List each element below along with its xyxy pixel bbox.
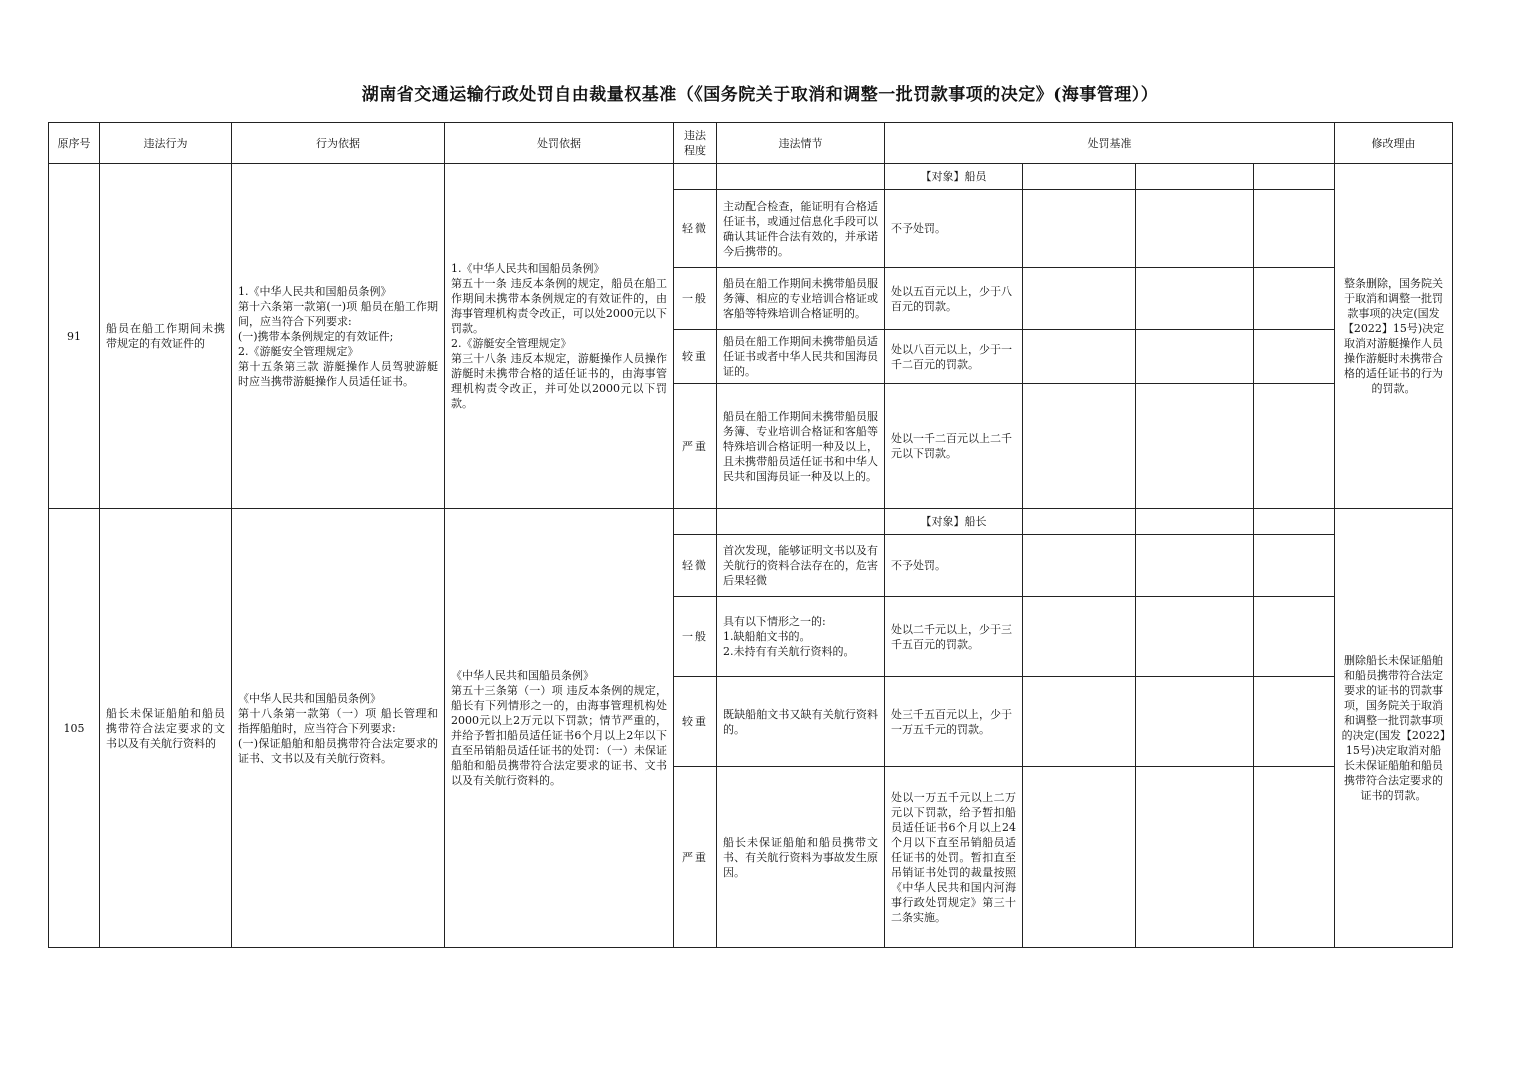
empty-cell xyxy=(1254,597,1335,677)
header-basis: 行为依据 xyxy=(232,123,445,164)
circumstance-cell: 船员在船工作期间未携带船员服务簿、专业培训合格证和客船等特殊培训合格证明一种及以上，且未携带船员适任证书和中华人民共和国海员证一种及以上的。 xyxy=(717,384,885,509)
header-row xyxy=(49,123,1453,164)
empty-cell xyxy=(1136,384,1254,509)
standard-cell: 处以一千二百元以上二千元以下罚款。 xyxy=(885,384,1023,509)
table-row xyxy=(49,164,1453,190)
standard-cell: 处三千五百元以上，少于一万五千元的罚款。 xyxy=(885,677,1023,767)
empty-cell xyxy=(1023,330,1136,384)
act-cell: 船长未保证船舶和船员携带符合法定要求的文书以及有关航行资料的 xyxy=(100,509,232,948)
seq-cell: 91 xyxy=(49,164,100,509)
header-reason: 修改理由 xyxy=(1335,123,1453,164)
empty-cell xyxy=(1023,384,1136,509)
circumstance-cell: 主动配合检查，能证明有合格适任证书，或通过信息化手段可以确认其证件合法有效的，并承诺今后携带的。 xyxy=(717,190,885,268)
degree-cell: 一般 xyxy=(674,268,717,330)
standard-cell: 不予处罚。 xyxy=(885,535,1023,597)
degree-cell: 轻微 xyxy=(674,190,717,268)
degree-cell: 严重 xyxy=(674,384,717,509)
degree-empty-cell xyxy=(674,164,717,190)
degree-cell: 一般 xyxy=(674,597,717,677)
header-act: 违法行为 xyxy=(100,123,232,164)
empty-cell xyxy=(1023,535,1136,597)
circumstance-empty-cell xyxy=(717,509,885,535)
empty-cell xyxy=(1254,190,1335,268)
penalty-basis-cell: 1.《中华人民共和国船员条例》 第五十一条 违反本条例的规定，船员在船工作期间未携带本条例规定的有效证件的，由海事管理机构责令改正，可以处2000元以下罚款。 2.《游艇安全管理规定》 第三十八条 违反本规定，游艇操作人员操作游艇时未携带合格的适任证书的，由海事管理机构责令改正，并可处以2000元以下罚款。 xyxy=(445,164,674,509)
empty-cell xyxy=(1023,509,1136,535)
empty-cell xyxy=(1136,268,1254,330)
empty-cell xyxy=(1023,190,1136,268)
standard-cell: 处以二千元以上，少于三千五百元的罚款。 xyxy=(885,597,1023,677)
empty-cell xyxy=(1136,677,1254,767)
standard-cell: 处以八百元以上，少于一千二百元的罚款。 xyxy=(885,330,1023,384)
degree-cell: 较重 xyxy=(674,330,717,384)
empty-cell xyxy=(1254,330,1335,384)
seq-cell: 105 xyxy=(49,509,100,948)
empty-cell xyxy=(1023,268,1136,330)
empty-cell xyxy=(1254,509,1335,535)
empty-cell xyxy=(1023,677,1136,767)
empty-cell xyxy=(1023,767,1136,948)
circumstance-empty-cell xyxy=(717,164,885,190)
reason-cell: 整条删除，国务院关于取消和调整一批罚款事项的决定(国发【2022】15号)决定取消对游艇操作人员操作游艇时未携带合格的适任证书的行为的罚款。 xyxy=(1335,164,1453,509)
header-seq: 原序号 xyxy=(49,123,100,164)
reason-cell: 删除船长未保证船舶和船员携带符合法定要求的证书的罚款事项，国务院关于取消和调整一批罚款事项的决定(国发【2022】15号)决定取消对船长未保证船舶和船员携带符合法定要求的证书的罚款。 xyxy=(1335,509,1453,948)
circumstance-cell: 首次发现，能够证明文书以及有关航行的资料合法存在的，危害后果轻微 xyxy=(717,535,885,597)
header-degree: 违法程度 xyxy=(674,123,717,164)
header-circumstance: 违法情节 xyxy=(717,123,885,164)
degree-cell: 严重 xyxy=(674,767,717,948)
empty-cell xyxy=(1023,597,1136,677)
degree-empty-cell xyxy=(674,509,717,535)
degree-cell: 轻微 xyxy=(674,535,717,597)
circumstance-cell: 具有以下情形之一的: 1.缺船舶文书的。 2.未持有有关航行资料的。 xyxy=(717,597,885,677)
empty-cell xyxy=(1136,190,1254,268)
circumstance-cell: 既缺船舶文书又缺有关航行资料的。 xyxy=(717,677,885,767)
empty-cell xyxy=(1023,164,1136,190)
empty-cell xyxy=(1254,164,1335,190)
empty-cell xyxy=(1136,767,1254,948)
degree-cell: 较重 xyxy=(674,677,717,767)
circumstance-cell: 船员在船工作期间未携带船员服务簿、相应的专业培训合格证或客船等特殊培训合格证明的。 xyxy=(717,268,885,330)
empty-cell xyxy=(1136,330,1254,384)
empty-cell xyxy=(1254,268,1335,330)
empty-cell xyxy=(1254,384,1335,509)
object-cell: 【对象】船员 xyxy=(885,164,1023,190)
empty-cell xyxy=(1136,164,1254,190)
circumstance-cell: 船长未保证船舶和船员携带文书、有关航行资料为事故发生原因。 xyxy=(717,767,885,948)
empty-cell xyxy=(1136,597,1254,677)
basis-cell: 《中华人民共和国船员条例》 第十八条第一款第（一）项 船长管理和指挥船舶时，应当符合下列要求: (一)保证船舶和船员携带符合法定要求的证书、文书以及有关航行资料。 xyxy=(232,509,445,948)
penalty-basis-cell: 《中华人民共和国船员条例》 第五十三条第（一）项 违反本条例的规定，船长有下列情形之一的，由海事管理机构处2000元以上2万元以下罚款；情节严重的，并给予暂扣船员适任证书6个月以上2年以下直至吊销船员适任证书的处罚：（一）未保证船舶和船员携带符合法定要求的证书、文书以及有关航行资料的。 xyxy=(445,509,674,948)
standard-cell: 处以五百元以上，少于八百元的罚款。 xyxy=(885,268,1023,330)
header-standard: 处罚基准 xyxy=(885,123,1335,164)
penalty-table xyxy=(48,122,1453,948)
empty-cell xyxy=(1254,767,1335,948)
standard-cell: 处以一万五千元以上二万元以下罚款，给予暂扣船员适任证书6个月以上24个月以下直至吊销船员适任证书的处罚。暂扣直至吊销证书处罚的裁量按照《中华人民共和国内河海事行政处罚规定》第三十二条实施。 xyxy=(885,767,1023,948)
empty-cell xyxy=(1136,509,1254,535)
page-title: 湖南省交通运输行政处罚自由裁量权基准（《国务院关于取消和调整一批罚款事项的决定》(海事管理）） xyxy=(361,85,1159,105)
empty-cell xyxy=(1254,535,1335,597)
basis-cell: 1.《中华人民共和国船员条例》 第十六条第一款第(一)项 船员在船工作期间，应当符合下列要求: (一)携带本条例规定的有效证件; 2.《游艇安全管理规定》 第十五条第三款 游艇操作人员驾驶游艇时应当携带游艇操作人员适任证书。 xyxy=(232,164,445,509)
standard-cell: 不予处罚。 xyxy=(885,190,1023,268)
header-penalty-basis: 处罚依据 xyxy=(445,123,674,164)
object-cell: 【对象】船长 xyxy=(885,509,1023,535)
circumstance-cell: 船员在船工作期间未携带船员适任证书或者中华人民共和国海员证的。 xyxy=(717,330,885,384)
empty-cell xyxy=(1136,535,1254,597)
table-row xyxy=(49,509,1453,535)
act-cell: 船员在船工作期间未携带规定的有效证件的 xyxy=(100,164,232,509)
empty-cell xyxy=(1254,677,1335,767)
